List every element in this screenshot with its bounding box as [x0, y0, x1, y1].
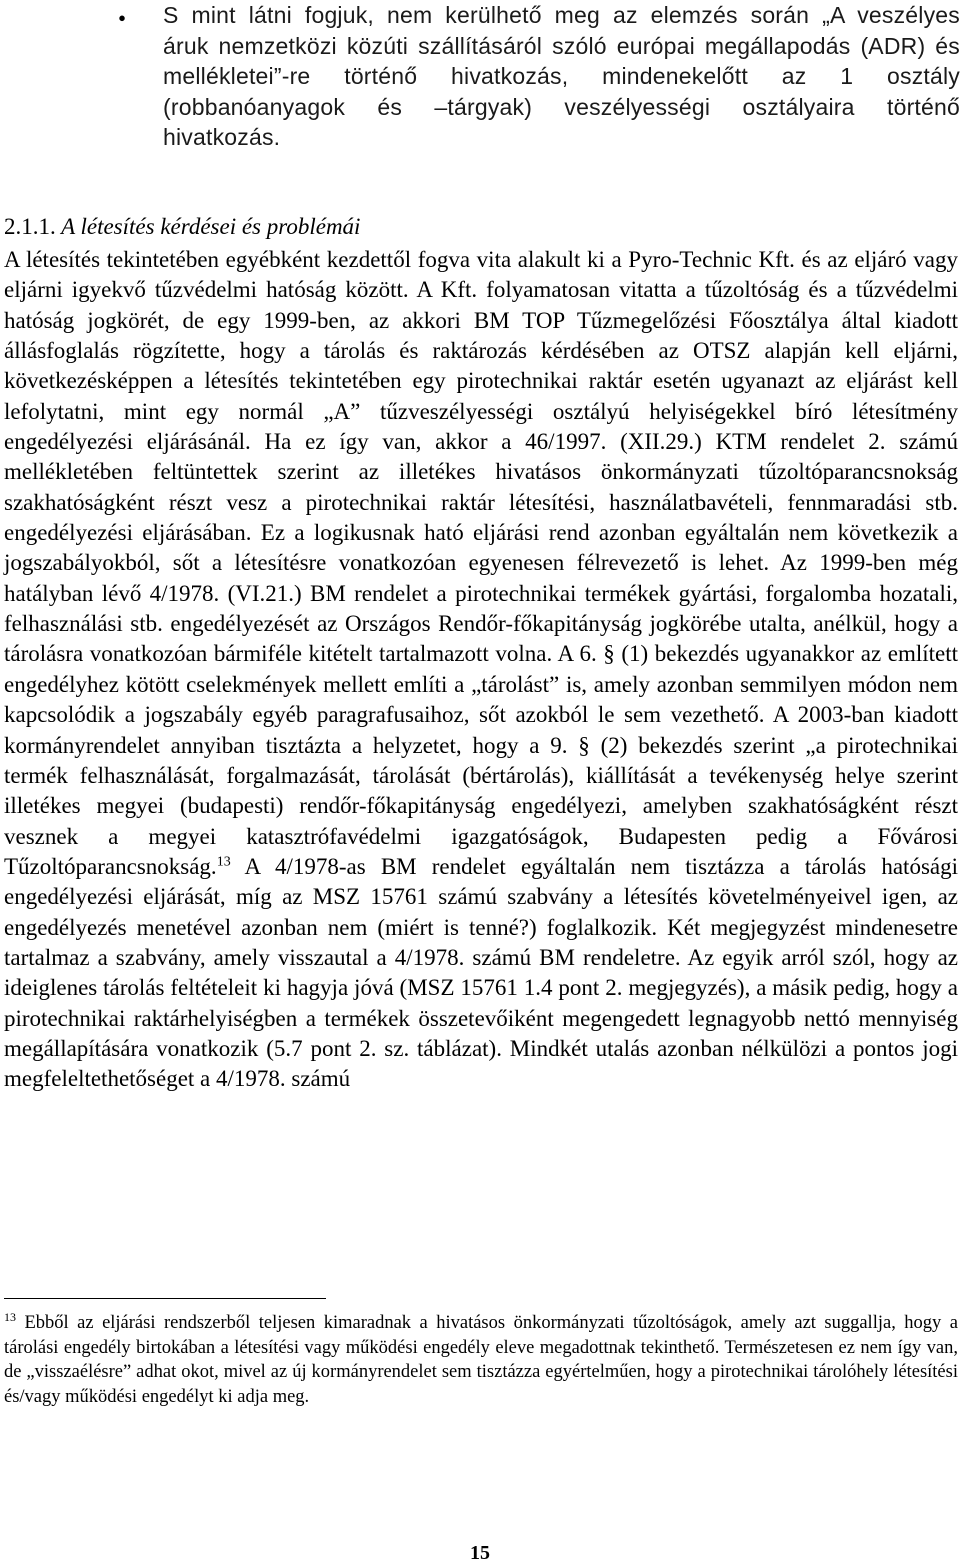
- body-text-part2: A 4/1978-as BM rendelet egyáltalán nem tisztázza a tárolás hatósági engedélyezési eljárását, míg az MSZ 15761 számú szabvány a létesítés követelményeivel igen, az engedélyezés menetével azonban nem (miért is tenné?) foglalkozik. Két megjegyzést mindenesetre tartalmaz a szabvány, amely visszautal a 4/1978. számú BM rendeletre. Az egyik arról szól, hogy az ideiglenes tárolás feltételeit ki hagyja jóvá (MSZ 15761 1.4 pont 2. megjegyzés), a másik pedig, hogy a pirotechnikai raktárhelyiségben a termékek összetevőiként megengedett legnagyobb nettó mennyiség megállapítására vonatkozik (5.7 pont 2. sz. táblázat). Mindkét utalás azonban nélkülözi a pontos jogi megfeleltethetőséget a 4/1978. számú: [4, 853, 958, 1092]
- section-heading: [4, 211, 360, 243]
- footnote: [4, 1311, 958, 1409]
- footnote-text: Ebből az eljárási rendszerből teljesen kimaradnak a hivatásos önkormányzati tűzoltóságok, amely azt suggallja, hogy a tárolási engedély birtokában a létesítési vagy működési engedély eleve megadottnak tekinthető. Természetesen ez nem így van, de „visszaélésre” adhat okot, mivel az új kormányrendelet sem tisztázza egyértelműen, hogy a pirotechnikai tárolóhely létesítési és/vagy működési engedélyt ki adja meg.: [4, 1313, 958, 1407]
- page-number: 15: [470, 1542, 490, 1564]
- footnote-divider: [4, 1298, 326, 1299]
- footnote-reference[interactable]: 13: [216, 854, 231, 870]
- footnote-number: 13: [4, 1309, 16, 1324]
- bullet-item: [118, 0, 960, 153]
- body-paragraph: [4, 245, 958, 1095]
- bullet-text: S mint látni fogjuk, nem kerülhető meg az elemzés során „A veszélyes áruk nemzetközi közúti szállításáról szóló európai megállapodás (ADR) és mellékletei”-re történő hivatkozás, mindenekelőtt az 1 osztály (robbanóanyagok és –tárgyak) veszélyességi osztályaira történő hivatkozás.: [163, 2, 960, 151]
- section-number: 2.1.1.: [4, 214, 56, 239]
- body-text-part1: A létesítés tekintetében egyébként kezdettől fogva vita alakult ki a Pyro-Technic Kft. és az eljáró vagy eljárni igyekvő tűzvédelmi hatóság között. A Kft. folyamatosan vitatta a tűzoltóság és a tűzvédelmi hatóság jogkörét, de egy 1999-ben, az akkori BM TOP Tűzmegelőzési Főosztálya által kiadott állásfoglalás rögzítette, hogy a tárolás és raktározás kérdésében az OTSZ alapján kell eljárni, következésképpen a létesítés tekintetében egy pirotechnikai raktár esetén ugyanazt az eljárást kell lefolytatni, mint egy normál „A” tűzveszélyességi osztályú helyiségekkel bíró létesítmény engedélyezési eljárásánál. Ha ez így van, akkor a 46/1997. (XII.29.) KTM rendelet 2. számú mellékletében feltüntettek szerint az illetékes hivatásos önkormányzati tűzoltóparancsnokság szakhatóságként részt vesz a pirotechnikai raktár létesítési, használatbavételi, fennmaradási stb. engedélyezési eljárásában. Ez a logikusnak ható eljárási rend azonban egyáltalán nem következik a jogszabályokból, sőt a létesítésre vonatkozóan egyenesen félrevezető is lehet. Az 1999-ben még hatályban lévő 4/1978. (VI.21.) BM rendelet a pirotechnikai termékek gyártási, forgalomba hozatali, felhasználási stb. engedélyezését az Országos Rendőr-főkapitányság jogkörébe utalta, anélkül, hogy a tárolásra vonatkozóan bármiféle kitételt tartalmazott volna. A 6. § (1) bekezdés ugyanakkor az említett engedélyhez kötött cselekmények mellett említi a „tárolást” is, amely azonban semmilyen módon nem kapcsolódik a jogszabály egyéb paragrafusaihoz, sőt azokból le sem vezethető. A 2003-ban kiadott kormányrendelet annyiban tisztázta a helyzetet, hogy a 9. § (2) bekezdés szerint „a pirotechnikai termék felhasználását, forgalmazását, tárolását (bértárolás), kiállítását a tevékenység helye szerint illetékes megyei (budapesti) rendőr-főkapitányság engedélyezi, amelyben szakhatóságként részt vesznek a megyei katasztrófavédelmi igazgatóságok, Budapesten pedig a Fővárosi Tűzoltóparancsnokság.: [4, 247, 958, 879]
- bullet-icon: •: [118, 6, 127, 31]
- section-title: A létesítés kérdései és problémái: [61, 214, 361, 239]
